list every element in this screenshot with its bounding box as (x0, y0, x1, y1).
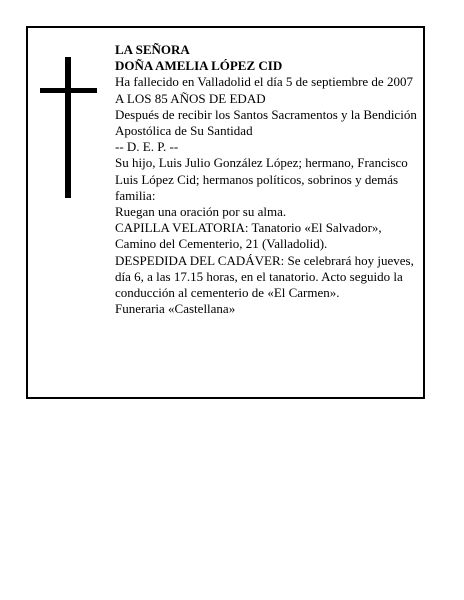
deceased-name: DOÑA AMELIA LÓPEZ CID (115, 58, 283, 74)
funeral-home-line: Funeraria «Castellana» (115, 301, 236, 317)
farewell-line: DESPEDIDA DEL CADÁVER: Se celebrará hoy jueves, día 6, a las 17.15 horas, en el tanatorio. Acto seguido la conducción al cementerio de «El Carmen». (115, 252, 414, 301)
cross-vertical-bar (65, 57, 71, 198)
prayer-line: Ruegan una oración por su alma. (115, 204, 287, 220)
dep-line: -- D. E. P. -- (115, 139, 179, 155)
age-line: A LOS 85 AÑOS DE EDAD (115, 90, 266, 106)
death-date-line: Ha fallecido en Valladolid el día 5 de septiembre de 2007 (115, 74, 413, 90)
chapel-line: CAPILLA VELATORIA: Tanatorio «El Salvador», Camino del Cementerio, 21 (Valladolid). (115, 220, 382, 252)
notice-text (115, 42, 420, 317)
cross-horizontal-bar (40, 88, 97, 93)
family-line: Su hijo, Luis Julio González López; hermano, Francisco Luis López Cid; hermanos políticos, sobrinos y demás familia: (115, 155, 408, 203)
notice-title: LA SEÑORA (115, 42, 190, 57)
obituary-notice (26, 26, 425, 399)
sacraments-line: Después de recibir los Santos Sacramentos y la Bendición Apostólica de Su Santidad (115, 106, 417, 139)
